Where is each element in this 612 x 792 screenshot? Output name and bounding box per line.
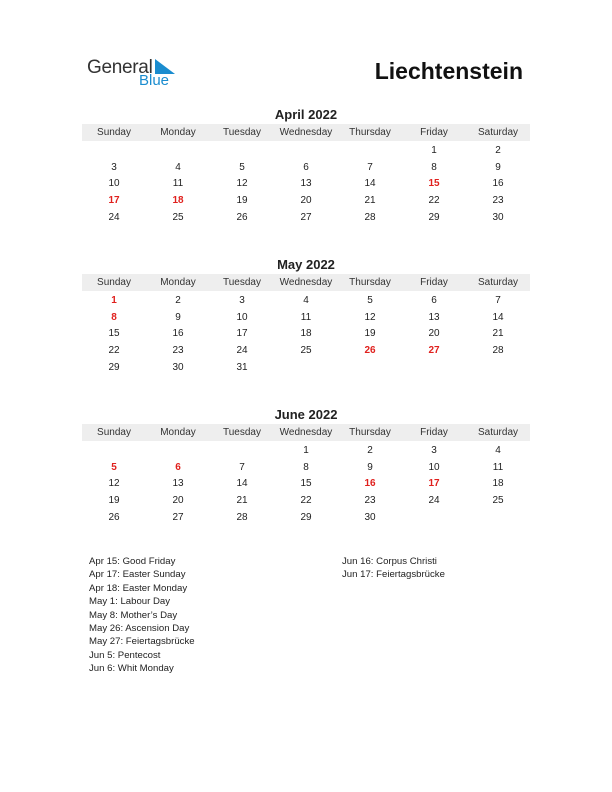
day-cell: 4 [175, 161, 181, 173]
day-cell: 29 [428, 211, 440, 223]
holiday-list-left [89, 555, 195, 676]
day-cell: 3 [431, 445, 437, 456]
country-title: Liechtenstein [374, 58, 523, 84]
weekday-label: Thursday [349, 127, 391, 138]
day-cell: 13 [428, 311, 440, 323]
day-cell: 30 [492, 211, 504, 223]
day-cell: 1 [111, 295, 117, 306]
holiday-list-right [342, 555, 445, 582]
weekday-label: Monday [160, 127, 196, 138]
month-title: April 2022 [274, 107, 338, 122]
day-cell: 12 [236, 178, 248, 190]
weekday-label: Sunday [97, 427, 131, 438]
holiday-entry: May 27: Feiertagsbrücke [89, 636, 195, 648]
day-cell: 3 [239, 295, 245, 306]
day-cell: 26 [364, 345, 376, 357]
day-cell: 10 [428, 461, 440, 473]
week-row [82, 143, 530, 160]
weekday-header [82, 424, 530, 441]
weekday-label: Wednesday [279, 127, 333, 138]
weekday-label: Monday [160, 277, 196, 288]
weekday-label: Saturday [477, 277, 519, 288]
day-cell: 19 [236, 195, 248, 207]
day-cell: 24 [236, 345, 248, 357]
day-cell: 22 [300, 495, 312, 507]
empty-day-cell [146, 143, 210, 160]
week-row [82, 293, 530, 310]
empty-day-cell [466, 510, 530, 527]
empty-day-cell [466, 360, 530, 377]
week-row [82, 160, 530, 177]
day-cell: 23 [172, 345, 184, 357]
weekday-label: Tuesday [223, 127, 261, 138]
weekday-label: Friday [420, 427, 448, 438]
day-cell: 27 [300, 211, 312, 223]
holiday-entry: Apr 18: Easter Monday [89, 582, 188, 594]
weekday-label: Thursday [349, 427, 391, 438]
day-cell: 12 [364, 311, 376, 323]
week-row [82, 510, 530, 527]
weekday-label: Friday [420, 127, 448, 138]
day-cell: 19 [108, 495, 120, 507]
day-cell: 22 [108, 345, 120, 357]
holiday-entry: Apr 17: Easter Sunday [89, 569, 186, 581]
week-row [82, 193, 530, 210]
day-cell: 21 [492, 328, 504, 340]
weekday-header [82, 274, 530, 291]
day-cell: 8 [303, 461, 309, 473]
day-cell: 16 [364, 478, 376, 490]
holiday-entry: Jun 5: Pentecost [89, 649, 161, 661]
day-cell: 10 [236, 311, 248, 323]
empty-day-cell [338, 143, 402, 160]
day-cell: 14 [364, 178, 376, 190]
day-cell: 5 [111, 461, 117, 473]
logo-general-text: General [87, 57, 153, 78]
day-cell: 15 [428, 178, 440, 190]
day-cell: 4 [303, 295, 309, 306]
day-cell: 6 [431, 295, 437, 306]
week-row [82, 326, 530, 343]
day-cell: 31 [236, 361, 248, 373]
day-cell: 2 [175, 295, 181, 306]
month-block [82, 256, 530, 376]
weekday-label: Sunday [97, 277, 131, 288]
week-row [82, 443, 530, 460]
day-cell: 2 [495, 145, 501, 156]
holiday-entry: Jun 17: Feiertagsbrücke [342, 569, 445, 581]
week-row [82, 176, 530, 193]
day-cell: 6 [303, 161, 309, 173]
day-cell: 5 [239, 161, 245, 173]
day-cell: 15 [300, 478, 312, 490]
day-cell: 8 [431, 161, 437, 173]
day-cell: 26 [236, 211, 248, 223]
day-cell: 24 [428, 495, 440, 507]
day-cell: 22 [428, 195, 440, 207]
day-cell: 11 [492, 461, 504, 473]
holiday-entry: May 8: Mother’s Day [89, 609, 178, 621]
day-cell: 23 [492, 195, 504, 207]
day-cell: 26 [108, 511, 120, 523]
empty-day-cell [210, 143, 274, 160]
day-cell: 2 [367, 445, 373, 456]
day-cell: 30 [364, 511, 376, 523]
day-cell: 5 [367, 295, 373, 306]
day-cell: 13 [172, 478, 184, 490]
day-cell: 29 [108, 361, 120, 373]
holiday-entry: Jun 16: Corpus Christi [342, 556, 437, 567]
empty-day-cell [82, 443, 146, 460]
day-cell: 12 [108, 478, 120, 490]
day-cell: 9 [175, 311, 181, 323]
day-cell: 19 [364, 328, 376, 340]
weekday-header [82, 124, 530, 141]
empty-day-cell [338, 360, 402, 377]
week-row [82, 476, 530, 493]
holiday-entry: May 1: Labour Day [89, 596, 171, 608]
week-row [82, 460, 530, 477]
weekday-label: Wednesday [279, 277, 333, 288]
empty-day-cell [82, 143, 146, 160]
day-cell: 17 [428, 478, 440, 490]
day-cell: 21 [236, 495, 248, 507]
empty-day-cell [210, 443, 274, 460]
day-cell: 30 [172, 361, 184, 373]
weekday-label: Sunday [97, 127, 131, 138]
week-row [82, 310, 530, 327]
day-cell: 28 [492, 345, 504, 357]
day-cell: 7 [239, 461, 245, 473]
day-cell: 13 [300, 178, 312, 190]
day-cell: 7 [495, 295, 501, 306]
week-row [82, 210, 530, 227]
day-cell: 14 [492, 311, 504, 323]
day-cell: 1 [303, 445, 309, 456]
day-cell: 29 [300, 511, 312, 523]
weekday-label: Saturday [477, 427, 519, 438]
day-cell: 25 [300, 345, 312, 357]
weekday-label: Thursday [349, 277, 391, 288]
day-cell: 20 [172, 495, 184, 507]
week-row [82, 493, 530, 510]
holiday-entry: Jun 6: Whit Monday [89, 663, 174, 675]
day-cell: 4 [495, 445, 501, 456]
empty-day-cell [146, 443, 210, 460]
weekday-label: Wednesday [279, 427, 333, 438]
day-cell: 8 [111, 311, 117, 323]
day-cell: 25 [492, 495, 504, 507]
weekday-label: Friday [420, 277, 448, 288]
day-cell: 28 [364, 211, 376, 223]
day-cell: 6 [175, 461, 181, 473]
empty-day-cell [402, 360, 466, 377]
week-row [82, 343, 530, 360]
month-block [82, 106, 530, 226]
day-cell: 11 [172, 178, 184, 190]
week-row [82, 360, 530, 377]
day-cell: 27 [428, 345, 440, 357]
day-cell: 18 [300, 328, 312, 340]
logo [87, 54, 187, 94]
day-cell: 20 [428, 328, 440, 340]
day-cell: 17 [236, 328, 248, 340]
day-cell: 7 [367, 161, 373, 173]
day-cell: 15 [108, 328, 120, 340]
day-cell: 27 [172, 511, 184, 523]
empty-day-cell [274, 143, 338, 160]
empty-day-cell [402, 510, 466, 527]
day-cell: 14 [236, 478, 248, 490]
day-cell: 3 [111, 161, 117, 173]
weekday-label: Tuesday [223, 427, 261, 438]
weekday-label: Monday [160, 427, 196, 438]
day-cell: 18 [492, 478, 504, 490]
day-cell: 20 [300, 195, 312, 207]
weekday-label: Tuesday [223, 277, 261, 288]
day-cell: 10 [108, 178, 120, 190]
day-cell: 28 [236, 511, 248, 523]
day-cell: 17 [108, 195, 120, 207]
weekday-label: Saturday [477, 127, 519, 138]
day-cell: 9 [495, 161, 501, 173]
day-cell: 21 [364, 195, 376, 207]
day-cell: 16 [172, 328, 184, 340]
day-cell: 9 [367, 461, 373, 473]
month-title: June 2022 [274, 407, 338, 422]
day-cell: 24 [108, 211, 120, 223]
day-cell: 23 [364, 495, 376, 507]
empty-day-cell [274, 360, 338, 377]
logo-blue-text: Blue [139, 72, 170, 89]
day-cell: 18 [172, 195, 184, 207]
holiday-entry: May 26: Ascension Day [89, 623, 190, 635]
month-block [82, 406, 530, 526]
holiday-entry: Apr 15: Good Friday [89, 556, 176, 567]
day-cell: 11 [300, 311, 312, 323]
month-title: May 2022 [277, 257, 335, 272]
day-cell: 1 [431, 145, 437, 156]
day-cell: 16 [492, 178, 504, 190]
day-cell: 25 [172, 211, 184, 223]
